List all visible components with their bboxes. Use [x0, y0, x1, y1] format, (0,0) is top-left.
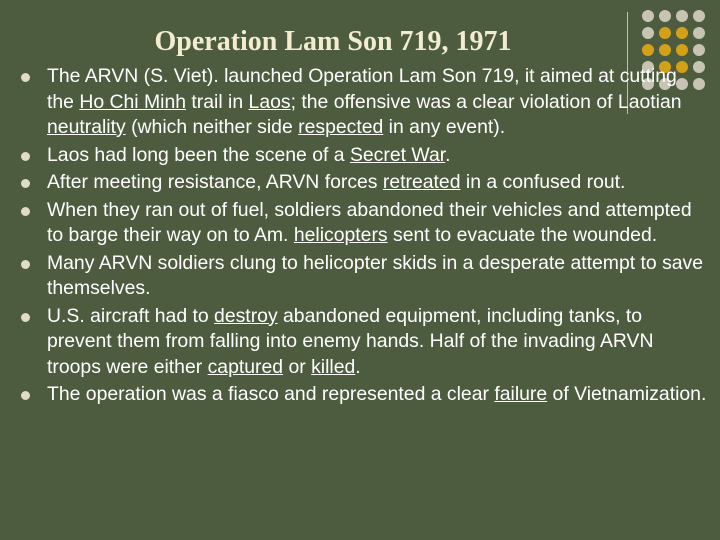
bullet-icon	[21, 260, 30, 269]
bullet-item	[18, 382, 708, 408]
bullet-text: (which neither side	[125, 116, 299, 138]
bullet-text: in any event).	[383, 116, 506, 138]
decorative-dot	[676, 44, 688, 56]
bullet-text: .	[355, 355, 361, 378]
decorative-dot	[659, 10, 671, 22]
bullet-item	[18, 143, 708, 169]
hyperlink[interactable]: Secret War	[349, 143, 446, 166]
bullet-item	[18, 170, 708, 196]
decorative-dot	[642, 27, 654, 39]
bullet-icon	[21, 207, 30, 216]
decorative-dot	[693, 44, 705, 56]
decorative-dot	[676, 27, 688, 39]
bullet-text: sent to evacuate the wounded.	[387, 224, 658, 246]
bullet-list	[18, 64, 708, 410]
hyperlink[interactable]: captured	[207, 355, 284, 378]
hyperlink[interactable]: Laos	[248, 90, 291, 113]
bullet-icon	[21, 179, 30, 188]
decorative-dot	[693, 10, 705, 22]
hyperlink[interactable]: neutrality	[47, 116, 126, 138]
bullet-text: Many ARVN soldiers clung to helicopter skids in a desperate attempt to save themselves.	[47, 251, 704, 299]
bullet-text: trail in	[186, 90, 249, 113]
decorative-dot	[642, 44, 654, 56]
bullet-text: After meeting resistance, ARVN forces	[47, 171, 383, 193]
bullet-text: or	[283, 355, 312, 378]
bullet-text: U.S. aircraft had to	[47, 304, 215, 327]
bullet-text: abandoned equipment, including tanks, to prevent them from falling into enemy hands. Half of the invading ARVN troops were either	[47, 304, 654, 378]
bullet-text: The operation was a fiasco and represented a clear	[47, 383, 495, 405]
bullet-item	[18, 251, 708, 302]
bullet-icon	[21, 73, 30, 82]
bullet-item	[18, 64, 708, 141]
hyperlink[interactable]: Ho Chi Minh	[79, 90, 187, 113]
bullet-text: .	[445, 143, 451, 166]
hyperlink[interactable]: retreated	[382, 171, 461, 193]
bullet-item	[18, 198, 708, 249]
bullet-icon	[21, 313, 30, 322]
bullet-text: ; the offensive was a clear violation of Laotian	[290, 90, 682, 113]
bullet-text: of Vietnamization.	[547, 383, 707, 405]
hyperlink[interactable]: destroy	[214, 304, 278, 327]
decorative-dot	[676, 10, 688, 22]
bullet-text: The ARVN (S. Viet). launched Operation Lam Son 719, it aimed at cutting the	[47, 65, 677, 113]
bullet-text: When they ran out of fuel, soldiers abandoned their vehicles and attempted to barge their way on to Am.	[47, 198, 692, 246]
decorative-dot	[659, 44, 671, 56]
hyperlink[interactable]: helicopters	[293, 224, 388, 246]
bullet-item	[18, 304, 708, 381]
decorative-dot	[659, 27, 671, 39]
hyperlink[interactable]: respected	[298, 116, 384, 138]
hyperlink[interactable]: killed	[311, 355, 356, 378]
decorative-dot	[642, 10, 654, 22]
bullet-icon	[21, 152, 30, 161]
bullet-text: Laos had long been the scene of a	[47, 143, 350, 166]
bullet-icon	[21, 391, 30, 400]
decorative-dot	[693, 27, 705, 39]
slide-title: Operation Lam Son 719, 1971	[154, 26, 512, 57]
hyperlink[interactable]: failure	[494, 383, 548, 405]
bullet-text: in a confused rout.	[460, 171, 626, 193]
